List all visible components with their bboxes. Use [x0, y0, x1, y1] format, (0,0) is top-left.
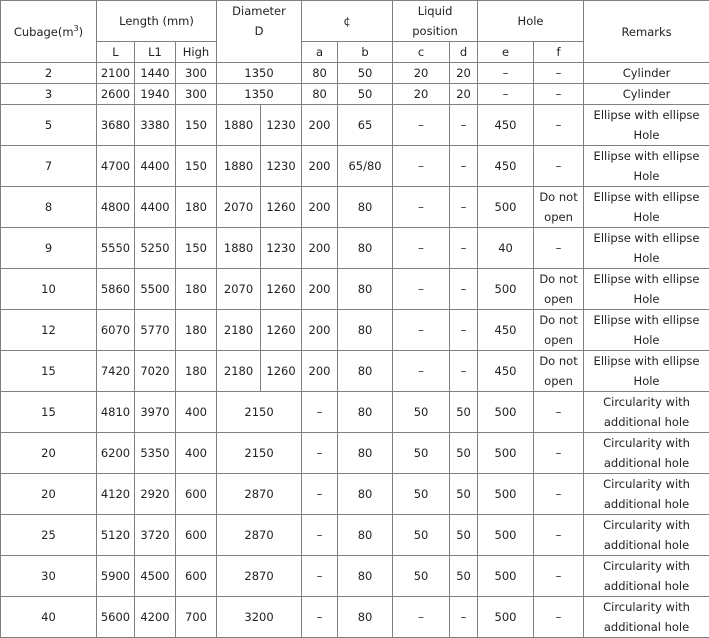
cell-e: 450 — [478, 146, 534, 187]
cell-b: 80 — [338, 228, 393, 269]
cell-a: 200 — [302, 351, 338, 392]
cell-b: 80 — [338, 515, 393, 556]
header-liquid-position: Liquid position — [393, 1, 478, 42]
cell-f: – — [534, 556, 584, 597]
table-row — [1, 556, 709, 597]
cell-L1: 3720 — [135, 515, 176, 556]
cell-b: 80 — [338, 433, 393, 474]
cell-c: – — [393, 597, 450, 638]
cell-cubage: 40 — [1, 597, 97, 638]
cell-f: – — [534, 146, 584, 187]
cell-b: 65 — [338, 105, 393, 146]
cell-high: 150 — [176, 105, 217, 146]
cell-d: 50 — [450, 392, 478, 433]
table-row — [1, 433, 709, 474]
header-L: L — [97, 42, 135, 63]
cell-cubage: 5 — [1, 105, 97, 146]
cell-L1: 4400 — [135, 187, 176, 228]
cell-diameter-inner: 1230 — [261, 105, 302, 146]
cell-cubage: 10 — [1, 269, 97, 310]
cell-remarks: Circularity with additional hole — [584, 433, 709, 474]
cell-f: – — [534, 474, 584, 515]
cell-L1: 5770 — [135, 310, 176, 351]
cell-high: 600 — [176, 515, 217, 556]
cell-L1: 5500 — [135, 269, 176, 310]
cell-cubage: 20 — [1, 433, 97, 474]
cell-L: 2600 — [97, 84, 135, 105]
cell-remarks: Cylinder — [584, 84, 709, 105]
cell-high: 600 — [176, 556, 217, 597]
header-cubage: $Cubage(m^3)$ — [1, 1, 97, 63]
cell-remarks: Cylinder — [584, 63, 709, 84]
cell-c: – — [393, 228, 450, 269]
cell-c: 50 — [393, 433, 450, 474]
cell-L: 2100 — [97, 63, 135, 84]
cell-f: – — [534, 105, 584, 146]
cell-b: 80 — [338, 310, 393, 351]
cell-e: 450 — [478, 105, 534, 146]
cell-b: 50 — [338, 84, 393, 105]
cell-cubage: 9 — [1, 228, 97, 269]
table-row — [1, 351, 709, 392]
cell-high: 180 — [176, 351, 217, 392]
cell-f: Do not open — [534, 351, 584, 392]
cell-diameter-outer: 1880 — [217, 146, 261, 187]
cell-e: 450 — [478, 310, 534, 351]
header-diameter: Diameter D — [217, 1, 302, 63]
cell-diameter: 2150 — [217, 392, 302, 433]
cell-L1: 7020 — [135, 351, 176, 392]
cell-diameter-outer: 2070 — [217, 269, 261, 310]
header-high: High — [176, 42, 217, 63]
cell-b: 80 — [338, 597, 393, 638]
cell-a: 200 — [302, 269, 338, 310]
cell-diameter-inner: 1260 — [261, 310, 302, 351]
header-L1: L1 — [135, 42, 176, 63]
cell-remarks: Ellipse with ellipse Hole — [584, 146, 709, 187]
cell-cubage: 20 — [1, 474, 97, 515]
cell-b: 80 — [338, 474, 393, 515]
cell-remarks: Ellipse with ellipse Hole — [584, 310, 709, 351]
cell-c: – — [393, 310, 450, 351]
cell-L: 6200 — [97, 433, 135, 474]
cell-remarks: Circularity with additional hole — [584, 474, 709, 515]
cell-L1: 1440 — [135, 63, 176, 84]
cell-L: 4810 — [97, 392, 135, 433]
cell-diameter: 1350 — [217, 63, 302, 84]
cell-a: – — [302, 392, 338, 433]
cell-f: – — [534, 515, 584, 556]
header-phi: ¢ — [302, 1, 393, 42]
cell-b: 80 — [338, 351, 393, 392]
cell-a: – — [302, 433, 338, 474]
header-remarks: Remarks — [584, 1, 709, 63]
cell-L1: 5250 — [135, 228, 176, 269]
cell-L1: 3970 — [135, 392, 176, 433]
cell-diameter-outer: 2180 — [217, 310, 261, 351]
cell-f: Do not open — [534, 310, 584, 351]
cell-a: – — [302, 474, 338, 515]
cell-L: 4800 — [97, 187, 135, 228]
cell-b: 80 — [338, 269, 393, 310]
cell-diameter-inner: 1230 — [261, 146, 302, 187]
cell-high: 180 — [176, 310, 217, 351]
cell-a: 80 — [302, 63, 338, 84]
cell-a: 200 — [302, 105, 338, 146]
table-row — [1, 597, 709, 638]
cell-c: 20 — [393, 84, 450, 105]
cell-diameter-outer: 2180 — [217, 351, 261, 392]
cell-a: – — [302, 556, 338, 597]
cell-a: 200 — [302, 310, 338, 351]
header-d: d — [450, 42, 478, 63]
cell-d: – — [450, 269, 478, 310]
cell-diameter-inner: 1260 — [261, 187, 302, 228]
cell-f: – — [534, 433, 584, 474]
cell-high: 300 — [176, 63, 217, 84]
cell-a: 200 — [302, 228, 338, 269]
cell-c: 50 — [393, 556, 450, 597]
cell-diameter-inner: 1260 — [261, 351, 302, 392]
cell-f: – — [534, 63, 584, 84]
cell-cubage: 2 — [1, 63, 97, 84]
cell-e: 500 — [478, 392, 534, 433]
cell-e: 450 — [478, 351, 534, 392]
cell-diameter: 1350 — [217, 84, 302, 105]
cell-remarks: Ellipse with ellipse Hole — [584, 269, 709, 310]
cell-cubage: 15 — [1, 351, 97, 392]
cell-L: 4120 — [97, 474, 135, 515]
cell-diameter: 2870 — [217, 474, 302, 515]
cell-L1: 3380 — [135, 105, 176, 146]
cell-remarks: Circularity with additional hole — [584, 597, 709, 638]
cell-cubage: 3 — [1, 84, 97, 105]
cell-cubage: 30 — [1, 556, 97, 597]
cell-d: 50 — [450, 556, 478, 597]
cell-c: 50 — [393, 392, 450, 433]
cell-d: 50 — [450, 433, 478, 474]
table-row — [1, 392, 709, 433]
cell-L1: 4400 — [135, 146, 176, 187]
cell-b: 65/80 — [338, 146, 393, 187]
cell-d: 50 — [450, 474, 478, 515]
cell-remarks: Ellipse with ellipse Hole — [584, 187, 709, 228]
cell-high: 600 — [176, 474, 217, 515]
cell-cubage: 7 — [1, 146, 97, 187]
cell-L: 6070 — [97, 310, 135, 351]
table-row — [1, 105, 709, 146]
table-row — [1, 269, 709, 310]
table-row — [1, 187, 709, 228]
cell-L: 5600 — [97, 597, 135, 638]
cell-b: 80 — [338, 187, 393, 228]
cell-high: 400 — [176, 433, 217, 474]
cell-L: 5550 — [97, 228, 135, 269]
cell-e: 500 — [478, 187, 534, 228]
header-f: f — [534, 42, 584, 63]
cell-a: 200 — [302, 146, 338, 187]
cell-c: 20 — [393, 63, 450, 84]
cell-e: 500 — [478, 597, 534, 638]
table-body — [1, 63, 709, 638]
cell-L: 7420 — [97, 351, 135, 392]
header-row-1 — [1, 1, 709, 42]
cell-d: – — [450, 310, 478, 351]
cell-d: – — [450, 105, 478, 146]
cell-high: 150 — [176, 228, 217, 269]
cell-high: 150 — [176, 146, 217, 187]
cell-L1: 2920 — [135, 474, 176, 515]
cell-L: 5860 — [97, 269, 135, 310]
cell-f: – — [534, 597, 584, 638]
header-hole: Hole — [478, 1, 584, 42]
cell-e: – — [478, 84, 534, 105]
cell-d: – — [450, 228, 478, 269]
cell-d: – — [450, 187, 478, 228]
cell-f: Do not open — [534, 269, 584, 310]
cell-high: 180 — [176, 187, 217, 228]
cell-cubage: 25 — [1, 515, 97, 556]
cell-L1: 4500 — [135, 556, 176, 597]
table-row — [1, 515, 709, 556]
cell-c: 50 — [393, 474, 450, 515]
cell-diameter: 3200 — [217, 597, 302, 638]
cell-diameter-outer: 1880 — [217, 105, 261, 146]
cell-remarks: Circularity with additional hole — [584, 556, 709, 597]
table-row — [1, 63, 709, 84]
cell-a: 80 — [302, 84, 338, 105]
cell-e: 500 — [478, 515, 534, 556]
cell-e: 40 — [478, 228, 534, 269]
cell-high: 180 — [176, 269, 217, 310]
cell-cubage: 15 — [1, 392, 97, 433]
cell-remarks: Circularity with additional hole — [584, 392, 709, 433]
cell-high: 700 — [176, 597, 217, 638]
cell-remarks: Ellipse with ellipse Hole — [584, 351, 709, 392]
cell-L: 5120 — [97, 515, 135, 556]
cell-diameter: 2870 — [217, 556, 302, 597]
cell-e: 500 — [478, 433, 534, 474]
cell-diameter-inner: 1260 — [261, 269, 302, 310]
cell-b: 80 — [338, 392, 393, 433]
cell-c: – — [393, 105, 450, 146]
cell-diameter-inner: 1230 — [261, 228, 302, 269]
cell-diameter: 2150 — [217, 433, 302, 474]
table-row — [1, 310, 709, 351]
header-length: Length (mm) — [97, 1, 217, 42]
cell-L: 3680 — [97, 105, 135, 146]
cell-b: 80 — [338, 556, 393, 597]
cell-diameter-outer: 2070 — [217, 187, 261, 228]
cell-diameter: 2870 — [217, 515, 302, 556]
cell-c: – — [393, 351, 450, 392]
cell-remarks: Circularity with additional hole — [584, 515, 709, 556]
cell-f: – — [534, 84, 584, 105]
cell-cubage: 8 — [1, 187, 97, 228]
cell-e: – — [478, 63, 534, 84]
cell-c: – — [393, 146, 450, 187]
cell-e: 500 — [478, 269, 534, 310]
header-e: e — [478, 42, 534, 63]
cell-L: 4700 — [97, 146, 135, 187]
cell-d: – — [450, 351, 478, 392]
cell-remarks: Ellipse with ellipse Hole — [584, 228, 709, 269]
table-row — [1, 474, 709, 515]
cell-a: 200 — [302, 187, 338, 228]
cell-a: – — [302, 597, 338, 638]
cell-b: 50 — [338, 63, 393, 84]
cell-c: – — [393, 269, 450, 310]
cell-f: – — [534, 228, 584, 269]
table-row — [1, 84, 709, 105]
cell-d: 20 — [450, 84, 478, 105]
cell-e: 500 — [478, 474, 534, 515]
cell-d: – — [450, 146, 478, 187]
cell-cubage: 12 — [1, 310, 97, 351]
cell-d: 50 — [450, 515, 478, 556]
table-row — [1, 146, 709, 187]
cell-high: 300 — [176, 84, 217, 105]
cell-a: – — [302, 515, 338, 556]
cell-e: 500 — [478, 556, 534, 597]
cell-remarks: Ellipse with ellipse Hole — [584, 105, 709, 146]
cell-L1: 5350 — [135, 433, 176, 474]
cell-high: 400 — [176, 392, 217, 433]
cell-f: – — [534, 392, 584, 433]
cell-diameter-outer: 1880 — [217, 228, 261, 269]
header-b: b — [338, 42, 393, 63]
table-row — [1, 228, 709, 269]
header-c: c — [393, 42, 450, 63]
cell-L: 5900 — [97, 556, 135, 597]
cell-d: – — [450, 597, 478, 638]
cell-L1: 4200 — [135, 597, 176, 638]
cell-d: 20 — [450, 63, 478, 84]
cell-c: 50 — [393, 515, 450, 556]
cell-c: – — [393, 187, 450, 228]
cell-f: Do not open — [534, 187, 584, 228]
cell-L1: 1940 — [135, 84, 176, 105]
header-a: a — [302, 42, 338, 63]
